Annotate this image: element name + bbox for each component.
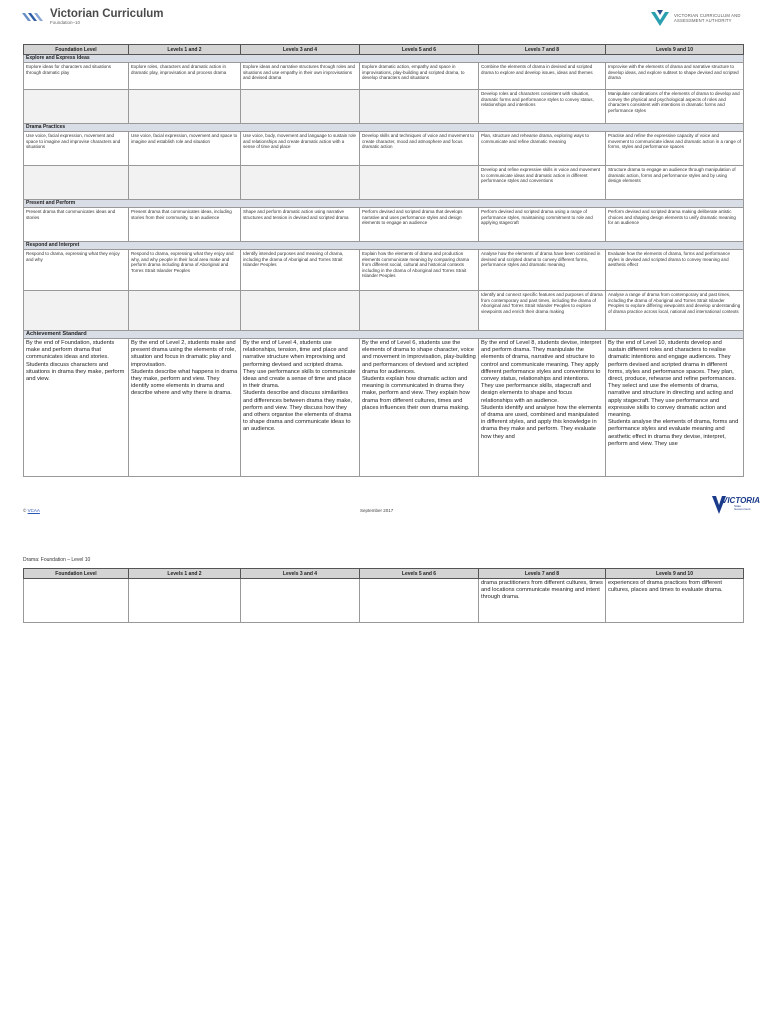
column-header: Foundation Level xyxy=(24,569,129,579)
vcaa-mark-icon xyxy=(649,8,671,28)
authority-name: VICTORIAN CURRICULUM AND ASSESSMENT AUTHORITY xyxy=(674,13,741,23)
column-header: Levels 1 and 2 xyxy=(129,569,241,579)
table-cell: Develop roles and characters consistent with situation, dramatic forms and performance styles to convey status, relationships and intentions xyxy=(479,90,606,124)
table-cell: Use voice, facial expression, movement and space to imagine and improvise characters and situations xyxy=(24,132,129,166)
column-header: Levels 3 and 4 xyxy=(241,45,360,55)
table-cell: Perform devised and scripted drama that develops narrative and uses performance styles and design elements to engage an audience xyxy=(360,208,479,242)
table-cell: Present drama that communicates ideas and stories xyxy=(24,208,129,242)
achievement-cell: By the end of Level 2, students make and present drama using the elements of role, situation and focus in dramatic play and improvisation. Students describe what happens in drama they make, perform and view. They identify some elements in drama and describe where and why there is drama. xyxy=(129,339,241,477)
table-cell: Practise and refine the expressive capacity of voice and movement to communicate ideas and dramatic action in a range of forms, styles and performance spaces xyxy=(606,132,744,166)
table-cell: Combine the elements of drama in devised and scripted drama to explore and develop issues, ideas and themes xyxy=(479,63,606,90)
copyright xyxy=(23,508,40,513)
table-cell: Perform devised and scripted drama making deliberate artistic choices and shaping design elements to unify dramatic meaning for an audience xyxy=(606,208,744,242)
table-row xyxy=(24,90,744,124)
section-row-respond xyxy=(24,242,744,250)
victorian-curriculum-logo xyxy=(22,8,164,26)
table-cell: Explore ideas and narrative structures through roles and situations and use empathy in their own improvisations and devised drama xyxy=(241,63,360,90)
section-row-practices xyxy=(24,124,744,132)
empty-cell xyxy=(241,90,360,124)
table-cell: Manipulate combinations of the elements of drama to develop and convey the physical and psychological aspects of roles and characters consistent with intentions in dramatic forms and performance styles xyxy=(606,90,744,124)
curriculum-table xyxy=(23,44,744,477)
footer-date: September 2017 xyxy=(360,508,394,513)
vcaa-logo xyxy=(649,8,744,28)
empty-cell xyxy=(360,166,479,200)
table-row xyxy=(24,63,744,90)
table-cell: Explore dramatic action, empathy and space in improvisations, play-building and scripted drama, to develop characters and situations xyxy=(360,63,479,90)
empty-cell xyxy=(241,291,360,331)
achievement-cell: By the end of Level 8, students devise, interpret and perform drama. They manipulate the elements of drama, narrative and structure to control and communicate meaning. They apply different performance styles and conventions to convey status, relationships and intentions. They use performance skills, stagecraft and design elements to shape and focus relationships with an audience. Students identify and analyse how the elements of drama are used, combined and manipulated in different styles, and apply this knowledge in drama they make and perform. They evaluate how they and xyxy=(479,339,606,477)
achievement-cell: By the end of Level 6, students use the elements of drama to shape character, voice and movement in improvisation, play-building and performances of devised and scripted drama for audiences. Students explain how dramatic action and meaning is communicated in drama they make, perform and view. They explain how drama from different cultures, times and places influences their own drama making. xyxy=(360,339,479,477)
table-row xyxy=(24,250,744,291)
empty-cell xyxy=(24,291,129,331)
empty-cell xyxy=(24,90,129,124)
empty-cell xyxy=(360,90,479,124)
table-cell: Explore roles, characters and dramatic action in dramatic play, improvisation and process drama xyxy=(129,63,241,90)
column-header: Levels 1 and 2 xyxy=(129,45,241,55)
victoria-wordmark: VICTORIA xyxy=(722,496,761,505)
achievement-cell: drama practitioners from different cultures, times and locations communicate meaning and intent through drama. xyxy=(479,579,606,623)
column-header: Levels 3 and 4 xyxy=(241,569,360,579)
empty-cell xyxy=(129,291,241,331)
table-cell: Use voice, facial expression, movement and space to imagine and establish role and situation xyxy=(129,132,241,166)
table-row xyxy=(24,579,744,623)
vc-chevron-icon xyxy=(22,11,46,23)
table-cell: Shape and perform dramatic action using narrative structures and tension in devised and scripted drama xyxy=(241,208,360,242)
section-heading: Explore and Express Ideas xyxy=(24,55,744,63)
section-heading: Respond and Interpret xyxy=(24,242,744,250)
section-heading: Present and Perform xyxy=(24,200,744,208)
document-title: Drama: Foundation – Level 10 xyxy=(23,557,91,563)
vcaa-link[interactable]: VCAA xyxy=(27,508,40,513)
achievement-cell: experiences of drama practices from different cultures, places and times to evaluate drama. xyxy=(606,579,744,623)
column-header: Levels 7 and 8 xyxy=(479,569,606,579)
copyright-symbol: © xyxy=(23,508,27,513)
table-cell: Explore ideas for characters and situations through dramatic play xyxy=(24,63,129,90)
column-header-row xyxy=(24,569,744,579)
table-cell: Respond to drama, expressing what they enjoy and why xyxy=(24,250,129,291)
achievement-cell xyxy=(241,579,360,623)
section-row-explore xyxy=(24,55,744,63)
table-cell: Perform devised and scripted drama using a range of performance styles, maintaining commitment to role and applying stagecraft xyxy=(479,208,606,242)
achievement-cell xyxy=(360,579,479,623)
table-row xyxy=(24,291,744,331)
achievement-cell xyxy=(24,579,129,623)
achievement-cell: By the end of Level 4, students use relationships, tension, time and place and narrative structure when improvising and performing devised and scripted drama. They use performance skills to communicate ideas and create a sense of time and place in their drama. Students describe and discuss similarities and differences between drama they make, perform and view. They discuss how they and others organise the elements of drama to shape drama and communicate ideas to an audience. xyxy=(241,339,360,477)
table-cell: Develop and refine expressive skills in voice and movement to communicate ideas and dramatic action in different performance styles and conventions xyxy=(479,166,606,200)
table-cell: Evaluate how the elements of drama, forms and performance styles in devised and scripted drama to convey meaning and aesthetic effect xyxy=(606,250,744,291)
table-cell: Plan, structure and rehearse drama, exploring ways to communicate and refine dramatic meaning xyxy=(479,132,606,166)
column-header: Levels 7 and 8 xyxy=(479,45,606,55)
table-cell: Respond to drama, expressing what they enjoy and why, and why people in their local area make and perform drama including drama of Aboriginal and Torres Strait Islander Peoples xyxy=(129,250,241,291)
table-cell: Structure drama to engage an audience through manipulation of dramatic action, forms and performance styles and by using design elements xyxy=(606,166,744,200)
empty-cell xyxy=(241,166,360,200)
victoria-government-logo xyxy=(712,494,761,518)
table-row xyxy=(24,166,744,200)
table-row xyxy=(24,339,744,477)
column-header: Levels 5 and 6 xyxy=(360,45,479,55)
section-heading: Drama Practices xyxy=(24,124,744,132)
section-heading: Achievement Standard xyxy=(24,331,744,339)
achievement-cell xyxy=(129,579,241,623)
empty-cell xyxy=(129,90,241,124)
empty-cell xyxy=(360,291,479,331)
table-cell: Identify and connect specific features and purposes of drama from contemporary and past times, including the drama of Aboriginal and Torres Strait Islander Peoples to explore viewpoints and enrich their drama making xyxy=(479,291,606,331)
table-cell: Identify intended purposes and meaning of drama, including the drama of Aboriginal and Torres Strait Islander Peoples xyxy=(241,250,360,291)
section-row-achievement xyxy=(24,331,744,339)
header-title: Victorian Curriculum xyxy=(50,8,164,20)
table-cell: Develop skills and techniques of voice and movement to create character, mood and atmosphere and focus dramatic action xyxy=(360,132,479,166)
table-cell: Improvise with the elements of drama and narrative structure to develop ideas, and explore subtext to shape devised and scripted drama xyxy=(606,63,744,90)
column-header: Levels 9 and 10 xyxy=(606,45,744,55)
empty-cell xyxy=(24,166,129,200)
empty-cell xyxy=(129,166,241,200)
table-cell: Explain how the elements of drama and production elements communicate meaning by comparing drama from different social, cultural and historical contexts including in the drama of Aboriginal and Torres Strait Islander Peoples xyxy=(360,250,479,291)
column-header-row xyxy=(24,45,744,55)
column-header: Levels 5 and 6 xyxy=(360,569,479,579)
table-cell: Analyse how the elements of drama have been combined in devised and scripted drama to convey different forms, performance styles and dramatic meaning xyxy=(479,250,606,291)
table-row xyxy=(24,132,744,166)
table-cell: Analyse a range of drama from contemporary and past times, including the drama of Aboriginal and Torres Strait Islander Peoples to explore differing viewpoints and develop understanding of drama practice across local, national and international contexts xyxy=(606,291,744,331)
achievement-cell: By the end of Level 10, students develop and sustain different roles and characters to realise dramatic intentions and engage audiences. They perform devised and scripted drama in different forms, styles and performance spaces. They plan, direct, produce, rehearse and refine performances. They select and use the elements of drama, narrative and structure in directing and acting and apply stagecraft. They use performance and expressive skills to convey dramatic action and meaning. Students analyse the elements of drama, forms and performance styles and evaluate meaning and aesthetic effect in drama they devise, interpret, perform and view. They use xyxy=(606,339,744,477)
table-row xyxy=(24,208,744,242)
header-subtitle: Foundation–10 xyxy=(50,20,81,25)
column-header: Foundation Level xyxy=(24,45,129,55)
column-header: Levels 9 and 10 xyxy=(606,569,744,579)
table-cell: Use voice, body, movement and language to sustain role and relationships and create dramatic action with a sense of time and place xyxy=(241,132,360,166)
section-row-present xyxy=(24,200,744,208)
table-cell: Present drama that communicates ideas, including stories from their community, to an audience xyxy=(129,208,241,242)
curriculum-table-continued xyxy=(23,568,744,623)
achievement-cell: By the end of Foundation, students make and perform drama that communicates ideas and stories. Students discuss characters and situations in drama they make, perform and view. xyxy=(24,339,129,477)
state-government-label: State Government xyxy=(734,504,751,512)
